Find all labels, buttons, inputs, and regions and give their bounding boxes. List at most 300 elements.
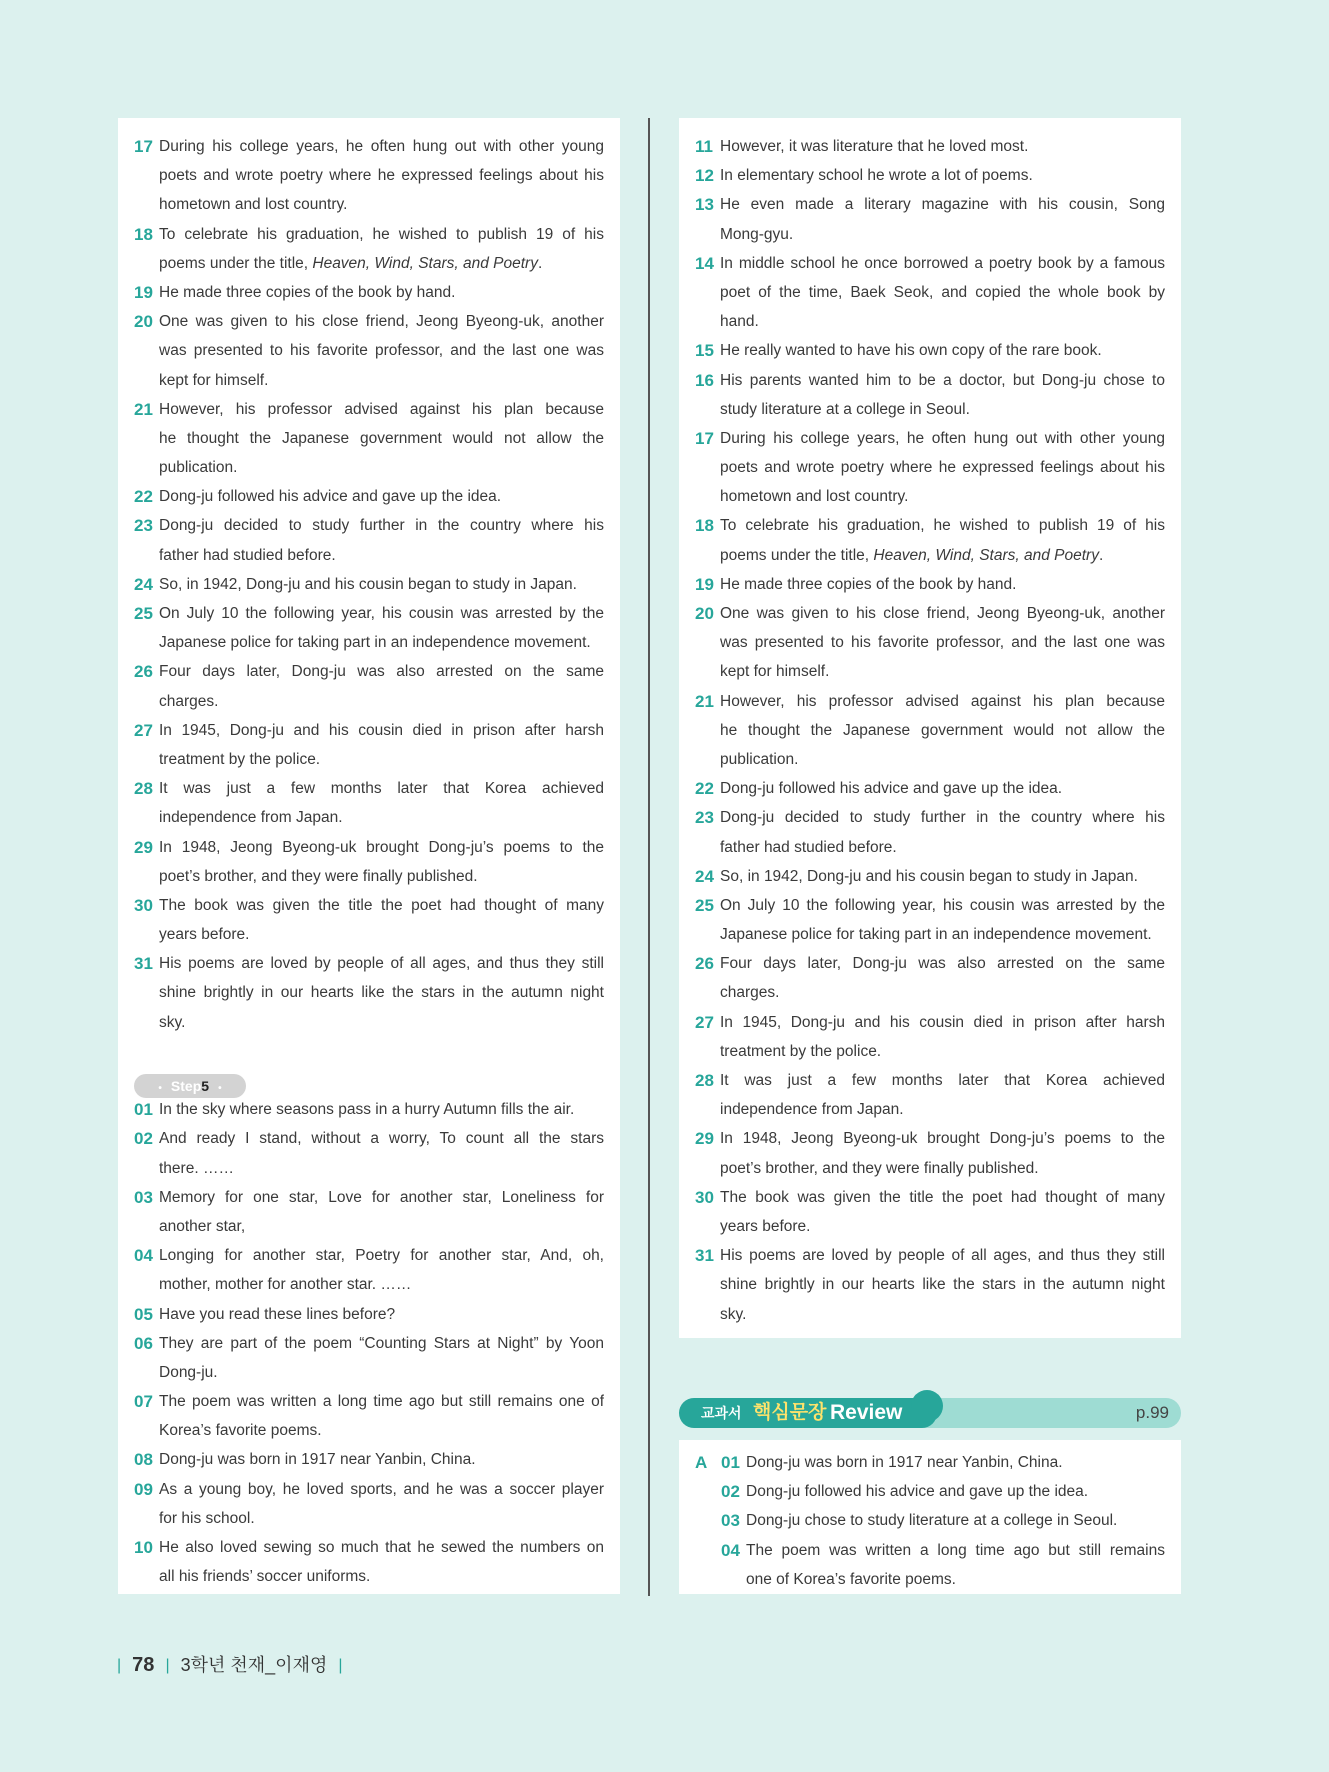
- sentence-number: 29: [134, 837, 153, 857]
- text-line: [134, 1358, 604, 1387]
- sentence-text-part: he thought the Japanese government would not allow the: [720, 721, 1165, 739]
- sentence-text: [720, 307, 1165, 336]
- text-line: [695, 1241, 1165, 1270]
- sentence-text: [720, 1008, 1165, 1037]
- sentence-text: [159, 1095, 604, 1124]
- sentence-number: 02: [134, 1129, 153, 1149]
- sentence-text: [720, 920, 1165, 949]
- sentence-text: [720, 1270, 1165, 1299]
- text-line: [695, 1124, 1165, 1153]
- text-line: [695, 862, 1165, 891]
- text-line: [134, 1329, 604, 1358]
- sentence-text: [159, 1329, 604, 1358]
- sentence-text: [720, 978, 1165, 1007]
- text-line: [134, 1445, 604, 1474]
- sentence-text: [720, 278, 1165, 307]
- sentence-text: [720, 833, 1165, 862]
- sentence-number: 15: [695, 341, 714, 361]
- sentence-number: 19: [695, 574, 714, 594]
- sentence-text-part: He really wanted to have his own copy of the rare book.: [720, 342, 1102, 360]
- sentence-text-part: for his school.: [159, 1509, 255, 1527]
- text-line: [134, 453, 604, 482]
- text-line: [695, 657, 1165, 686]
- text-line: [134, 920, 604, 949]
- sentence-text-part: kept for himself.: [159, 371, 269, 389]
- sentence-text: [159, 687, 604, 716]
- sentence-text: [159, 278, 604, 307]
- sentence-text-part: Dong-ju followed his advice and gave up the idea.: [720, 780, 1063, 798]
- sentence-text-part: They are part of the poem “Counting Stars at Night” by Yoon: [159, 1334, 604, 1352]
- sentence-text: [159, 1300, 604, 1329]
- sentence-text: [159, 949, 604, 978]
- sentence-text: [159, 978, 604, 1007]
- sentence-text: [720, 511, 1165, 540]
- review-line: [695, 1448, 1165, 1477]
- sentence-text: [720, 1124, 1165, 1153]
- sentence-number: 26: [134, 662, 153, 682]
- sentence-text-part: poet of the time, Baek Seok, and copied the whole book by: [720, 283, 1165, 301]
- text-line: [695, 424, 1165, 453]
- text-line: [134, 1037, 604, 1066]
- sentence-text: [720, 249, 1165, 278]
- text-line: [134, 278, 604, 307]
- sentence-text-part: sky.: [720, 1305, 747, 1323]
- sentence-text-part: However, his professor advised against his plan because: [159, 400, 604, 418]
- sentence-number: 30: [695, 1187, 714, 1207]
- text-line: [695, 803, 1165, 832]
- step-row: [134, 1066, 604, 1095]
- text-line: [134, 1183, 604, 1212]
- sentence-number: 10: [134, 1538, 153, 1557]
- sentence-number: 17: [134, 137, 153, 156]
- sentence-text-part: Memory for one star, Love for another star, Loneliness for: [159, 1188, 604, 1206]
- text-line: [695, 161, 1165, 190]
- sentence-number: 27: [695, 1012, 714, 1032]
- sentence-number: 20: [695, 604, 714, 623]
- sentence-text: [159, 1387, 604, 1416]
- review-text-part: The poem was written a long time ago but still remains: [746, 1541, 1165, 1559]
- sentence-text-part: Dong-ju decided to study further in the country where his: [159, 517, 604, 535]
- review-text-part: Dong-ju was born in 1917 near Yanbin, China.: [746, 1454, 1063, 1471]
- sentence-text: [720, 1154, 1165, 1183]
- sentence-text-part: poets and wrote poetry where he expressed feelings about his: [720, 459, 1165, 477]
- text-line: [134, 424, 604, 453]
- sentence-text-part: years before.: [159, 926, 250, 944]
- text-line: [134, 1095, 604, 1124]
- sentence-text-part: shine brightly in our hearts like the stars in the autumn night: [159, 984, 604, 1002]
- sentence-text: [159, 511, 604, 540]
- sentence-text-part: During his college years, he often hung out with other young: [159, 138, 604, 155]
- sentence-number: 22: [134, 487, 153, 507]
- sentence-text-part: charges.: [159, 692, 219, 710]
- sentence-text-part: So, in 1942, Dong-ju and his cousin began to study in Japan.: [159, 575, 577, 593]
- text-line: [695, 278, 1165, 307]
- sentence-text: [159, 1241, 604, 1270]
- sentence-number: 29: [695, 1129, 714, 1149]
- sentence-number: 24: [695, 866, 714, 886]
- text-line: [695, 366, 1165, 395]
- sentence-text-part: To celebrate his graduation, he wished to publish 19 of his: [159, 225, 604, 243]
- sentence-text-part: charges.: [720, 984, 780, 1002]
- step-dot-left: •: [158, 1083, 162, 1094]
- text-line: [695, 1095, 1165, 1124]
- sentence-number: 11: [695, 137, 713, 156]
- sentence-text: [720, 190, 1165, 219]
- text-line: [695, 132, 1165, 161]
- sentence-text-part: He even made a literary magazine with his cousin, Song: [720, 196, 1165, 214]
- right-line-list: [695, 132, 1165, 1329]
- sentence-text-end: .: [537, 254, 543, 272]
- sentence-text-end: .: [1098, 546, 1104, 564]
- sentence-text-part: However, his professor advised against his plan because: [720, 692, 1165, 710]
- sentence-text: [720, 366, 1165, 395]
- sentence-text-part: father had studied before.: [159, 546, 336, 564]
- sentence-number: 25: [134, 604, 153, 623]
- sentence-text: [159, 1504, 604, 1533]
- sentence-text: [159, 891, 604, 920]
- sentence-number: 16: [695, 370, 714, 390]
- review-text: [746, 1506, 1165, 1535]
- sentence-number: 07: [134, 1392, 153, 1412]
- text-line: [134, 190, 604, 219]
- sentence-text-part: The book was given the title the poet had thought of many: [720, 1188, 1165, 1206]
- sentence-text: [159, 1212, 604, 1241]
- sentence-text: [159, 1562, 604, 1591]
- left-line-list: [134, 132, 604, 1591]
- book-label: 3학년 천재_이재영: [180, 1655, 328, 1675]
- sentence-text-part: To celebrate his graduation, he wished to publish 19 of his: [720, 517, 1165, 535]
- sentence-text: [159, 1445, 604, 1474]
- text-line: [134, 833, 604, 862]
- text-line: [134, 745, 604, 774]
- text-line: [134, 395, 604, 424]
- text-line: [134, 570, 604, 599]
- sentence-number: 22: [695, 779, 714, 799]
- sentence-text-part: It was just a few months later that Korea achieved: [159, 780, 604, 798]
- step-label: Step: [170, 1078, 202, 1094]
- review-line: [695, 1477, 1165, 1506]
- sentence-text-part: independence from Japan.: [720, 1101, 904, 1119]
- sentence-text: [720, 1183, 1165, 1212]
- sentence-text-part: On July 10 the following year, his cousin was arrested by the: [159, 605, 604, 622]
- text-line: [134, 774, 604, 803]
- sentence-text: [720, 132, 1165, 161]
- sentence-text-part: poets and wrote poetry where he expressed feelings about his: [159, 167, 604, 185]
- sentence-text-part: On July 10 the following year, his cousin was arrested by the: [720, 896, 1165, 914]
- sentence-number: 28: [134, 779, 153, 799]
- sentence-text: [159, 366, 604, 395]
- text-line: [134, 1270, 604, 1299]
- review-page-ref: p.99: [1135, 1403, 1169, 1422]
- sentence-number: 25: [695, 895, 714, 915]
- text-line: [695, 949, 1165, 978]
- sentence-text-part: In 1948, Jeong Byeong-uk brought Dong-ju’s poems to the: [159, 838, 604, 856]
- sentence-text: [159, 336, 604, 365]
- sentence-text: [720, 395, 1165, 424]
- text-line: [134, 1416, 604, 1445]
- sentence-text: [159, 541, 604, 570]
- sentence-text: [720, 716, 1165, 745]
- sentence-text-part: He made three copies of the book by hand.: [159, 283, 456, 301]
- sentence-number: 30: [134, 895, 153, 915]
- sentence-text-part: poems under the title,: [720, 546, 874, 564]
- sentence-text-part: poems under the title,: [159, 254, 313, 272]
- sentence-text: [159, 307, 604, 336]
- sentence-text: [159, 1154, 604, 1183]
- sentence-text: [720, 1300, 1165, 1329]
- text-line: [695, 1037, 1165, 1066]
- sentence-number: 23: [695, 808, 714, 828]
- sentence-text: [159, 1358, 604, 1387]
- text-line: [134, 862, 604, 891]
- sentence-text-part: One was given to his close friend, Jeong Byeong-uk, another: [159, 313, 604, 331]
- sentence-text-part: In 1945, Dong-ju and his cousin died in prison after harsh: [159, 721, 604, 739]
- sentence-text: [159, 716, 604, 745]
- sentence-text: [159, 249, 604, 278]
- sentence-text-part: He also loved sewing so much that he sewed the numbers on: [159, 1539, 604, 1556]
- sentence-text-part: His poems are loved by people of all ages, and thus they still: [720, 1247, 1165, 1265]
- sentence-text: [159, 1270, 604, 1299]
- sentence-text: [720, 424, 1165, 453]
- text-line: [134, 1504, 604, 1533]
- sentence-text-part: study literature at a college in Seoul.: [720, 400, 970, 418]
- sentence-text-part: Longing for another star, Poetry for another star, And, oh,: [159, 1247, 604, 1265]
- text-line: [134, 511, 604, 540]
- text-line: [134, 1562, 604, 1591]
- sentence-text-part: His poems are loved by people of all ages, and thus they still: [159, 955, 604, 973]
- sentence-text-part: Have you read these lines before?: [159, 1305, 396, 1323]
- sentence-text: [159, 599, 604, 628]
- text-line: [134, 716, 604, 745]
- review-title: Review: [830, 1401, 903, 1424]
- sentence-number: 31: [134, 954, 153, 974]
- text-line: [134, 657, 604, 686]
- sentence-text: [159, 453, 604, 482]
- text-line: [134, 949, 604, 978]
- sentence-number: 03: [134, 1187, 153, 1207]
- review-text: [746, 1536, 1165, 1565]
- sentence-text-part: The poem was written a long time ago but still remains one of: [159, 1393, 604, 1411]
- sentence-text-part: Japanese police for taking part in an independence movement.: [159, 634, 591, 652]
- sentence-text-part: Dong-ju followed his advice and gave up the idea.: [159, 488, 502, 506]
- review-line: [695, 1506, 1165, 1535]
- sentence-text-part: Dong-ju decided to study further in the country where his: [720, 809, 1165, 827]
- sentence-text: [720, 862, 1165, 891]
- text-line: [695, 599, 1165, 628]
- sentence-text-part: Dong-ju.: [159, 1363, 218, 1381]
- sentence-text: [159, 862, 604, 891]
- sentence-text-part: The book was given the title the poet had thought of many: [159, 896, 604, 914]
- sentence-text-part: was presented to his favorite professor, and the last one was: [159, 342, 604, 360]
- sentence-text: [159, 482, 604, 511]
- review-number: 03: [721, 1511, 740, 1531]
- sentence-number: 27: [134, 720, 153, 740]
- sentence-number: 26: [695, 954, 714, 974]
- sentence-text: [159, 570, 604, 599]
- review-text: [746, 1477, 1165, 1506]
- text-line: [134, 687, 604, 716]
- sentence-text-part: In middle school he once borrowed a poetry book by a famous: [720, 254, 1165, 272]
- sentence-text-part: During his college years, he often hung out with other young: [720, 429, 1165, 447]
- review-header-circle: [911, 1390, 943, 1422]
- text-line: [134, 978, 604, 1007]
- sentence-text: [159, 628, 604, 657]
- sentence-number: 19: [134, 282, 153, 302]
- right-text-panel: [679, 118, 1181, 1338]
- page-footer: [117, 1650, 349, 1680]
- text-line: [134, 599, 604, 628]
- review-text: [746, 1565, 1165, 1594]
- sentence-number: 21: [134, 399, 153, 419]
- text-line: [134, 1475, 604, 1504]
- footer-separator: |: [165, 1657, 170, 1674]
- review-panel: [679, 1440, 1181, 1594]
- text-line: [695, 891, 1165, 920]
- text-line: [695, 570, 1165, 599]
- review-text: [746, 1448, 1165, 1477]
- sentence-number: 31: [695, 1246, 714, 1266]
- sentence-text: [159, 1124, 604, 1153]
- text-line: [695, 1154, 1165, 1183]
- sentence-text-part: father had studied before.: [720, 838, 897, 856]
- review-line: [695, 1536, 1165, 1565]
- sentence-text-part: independence from Japan.: [159, 809, 343, 827]
- sentence-text: [720, 541, 1165, 570]
- sentence-text-part: publication.: [159, 459, 238, 477]
- sentence-text-part: Dong-ju was born in 1917 near Yanbin, China.: [159, 1451, 476, 1469]
- sentence-text: [159, 424, 604, 453]
- sentence-text-part: In the sky where seasons pass in a hurry Autumn fills the air.: [159, 1101, 575, 1119]
- sentence-text-part: And ready I stand, without a worry, To count all the stars: [159, 1130, 604, 1148]
- sentence-text: [159, 220, 604, 249]
- sentence-text-part: shine brightly in our hearts like the stars in the autumn night: [720, 1276, 1165, 1294]
- sentence-text: [159, 657, 604, 686]
- text-line: [134, 1154, 604, 1183]
- sentence-text: [720, 745, 1165, 774]
- sentence-text: [720, 1066, 1165, 1095]
- review-text-part: one of Korea’s favorite poems.: [746, 1570, 956, 1588]
- text-line: [695, 190, 1165, 219]
- step-dot-right: •: [218, 1083, 222, 1094]
- sentence-number: 09: [134, 1479, 153, 1499]
- sentence-text: [159, 1183, 604, 1212]
- sentence-text-part: all his friends’ soccer uniforms.: [159, 1568, 371, 1586]
- text-line: [134, 1212, 604, 1241]
- sentence-text-part: He made three copies of the book by hand.: [720, 575, 1017, 593]
- sentence-text: [720, 657, 1165, 686]
- review-line: [695, 1565, 1165, 1594]
- sentence-text-part: publication.: [720, 750, 799, 768]
- review-number: 02: [721, 1482, 740, 1502]
- sentence-text: [159, 1533, 604, 1562]
- review-line-list: [695, 1448, 1165, 1594]
- sentence-text-part: hometown and lost country.: [720, 488, 909, 506]
- sentence-text-part: kept for himself.: [720, 663, 830, 681]
- sentence-text-part: another star,: [159, 1217, 246, 1235]
- sentence-text-part: mother, mother for another star. ……: [159, 1276, 412, 1294]
- text-line: [695, 395, 1165, 424]
- text-line: [695, 628, 1165, 657]
- text-line: [695, 453, 1165, 482]
- sentence-number: 08: [134, 1450, 153, 1470]
- sentence-text: [720, 1241, 1165, 1270]
- text-line: [134, 891, 604, 920]
- sentence-number: 24: [134, 574, 153, 594]
- text-line: [134, 1387, 604, 1416]
- page-number: 78: [132, 1654, 155, 1676]
- sentence-text-part: sky.: [159, 1013, 186, 1031]
- sentence-text-part: His parents wanted him to be a doctor, but Dong-ju chose to: [720, 371, 1165, 389]
- sentence-number: 12: [695, 166, 714, 186]
- sentence-text-part: treatment by the police.: [720, 1042, 882, 1060]
- text-line: [134, 220, 604, 249]
- sentence-text: [159, 190, 604, 219]
- sentence-number: 18: [134, 224, 153, 244]
- text-line: [695, 1270, 1165, 1299]
- left-text-panel: [118, 118, 620, 1594]
- sentence-text: [720, 891, 1165, 920]
- text-line: [134, 482, 604, 511]
- sentence-number: 04: [134, 1246, 153, 1266]
- text-line: [695, 920, 1165, 949]
- review-header: [679, 1390, 1181, 1430]
- sentence-number: 18: [695, 516, 714, 536]
- text-line: [695, 687, 1165, 716]
- sentence-text-part: In 1945, Dong-ju and his cousin died in prison after harsh: [720, 1013, 1165, 1031]
- sentence-text: [720, 599, 1165, 628]
- sentence-text: [159, 920, 604, 949]
- sentence-text: [720, 687, 1165, 716]
- text-line: [134, 1124, 604, 1153]
- review-number: 01: [721, 1453, 740, 1472]
- text-line: [134, 1533, 604, 1562]
- sentence-text: [159, 774, 604, 803]
- text-line: [695, 833, 1165, 862]
- sentence-text-part: It was just a few months later that Korea achieved: [720, 1072, 1165, 1089]
- review-number: 04: [721, 1540, 740, 1560]
- text-line: [134, 132, 604, 161]
- sentence-text-part: Mong-gyu.: [720, 225, 794, 243]
- sentence-text: [720, 161, 1165, 190]
- text-line: [134, 1241, 604, 1270]
- sentence-number: 06: [134, 1333, 153, 1353]
- sentence-number: 28: [695, 1071, 714, 1090]
- sentence-text-part: he thought the Japanese government would not allow the: [159, 429, 604, 447]
- sentence-text-part: In elementary school he wrote a lot of poems.: [720, 167, 1033, 185]
- sentence-text: [720, 1212, 1165, 1241]
- sentence-text: [159, 1475, 604, 1504]
- sentence-text: [720, 1037, 1165, 1066]
- sentence-text-part: hometown and lost country.: [159, 196, 348, 214]
- book-title: Heaven, Wind, Stars, and Poetry: [312, 254, 538, 272]
- sentence-text-part: Japanese police for taking part in an independence movement.: [720, 926, 1152, 944]
- sentence-text: [159, 745, 604, 774]
- sentence-text: [159, 132, 604, 161]
- text-line: [695, 220, 1165, 249]
- sentence-text-part: Four days later, Dong-ju was also arrested on the same: [159, 663, 604, 681]
- text-line: [695, 774, 1165, 803]
- footer-separator: |: [338, 1657, 343, 1674]
- sentence-number: 01: [134, 1100, 153, 1120]
- text-line: [695, 1300, 1165, 1329]
- sentence-text: [159, 395, 604, 424]
- sentence-text: [159, 1008, 604, 1037]
- text-line: [695, 511, 1165, 540]
- sentence-text-part: hand.: [720, 313, 759, 331]
- sentence-text: [720, 949, 1165, 978]
- sentence-text: [720, 774, 1165, 803]
- sentence-number: 20: [134, 312, 153, 332]
